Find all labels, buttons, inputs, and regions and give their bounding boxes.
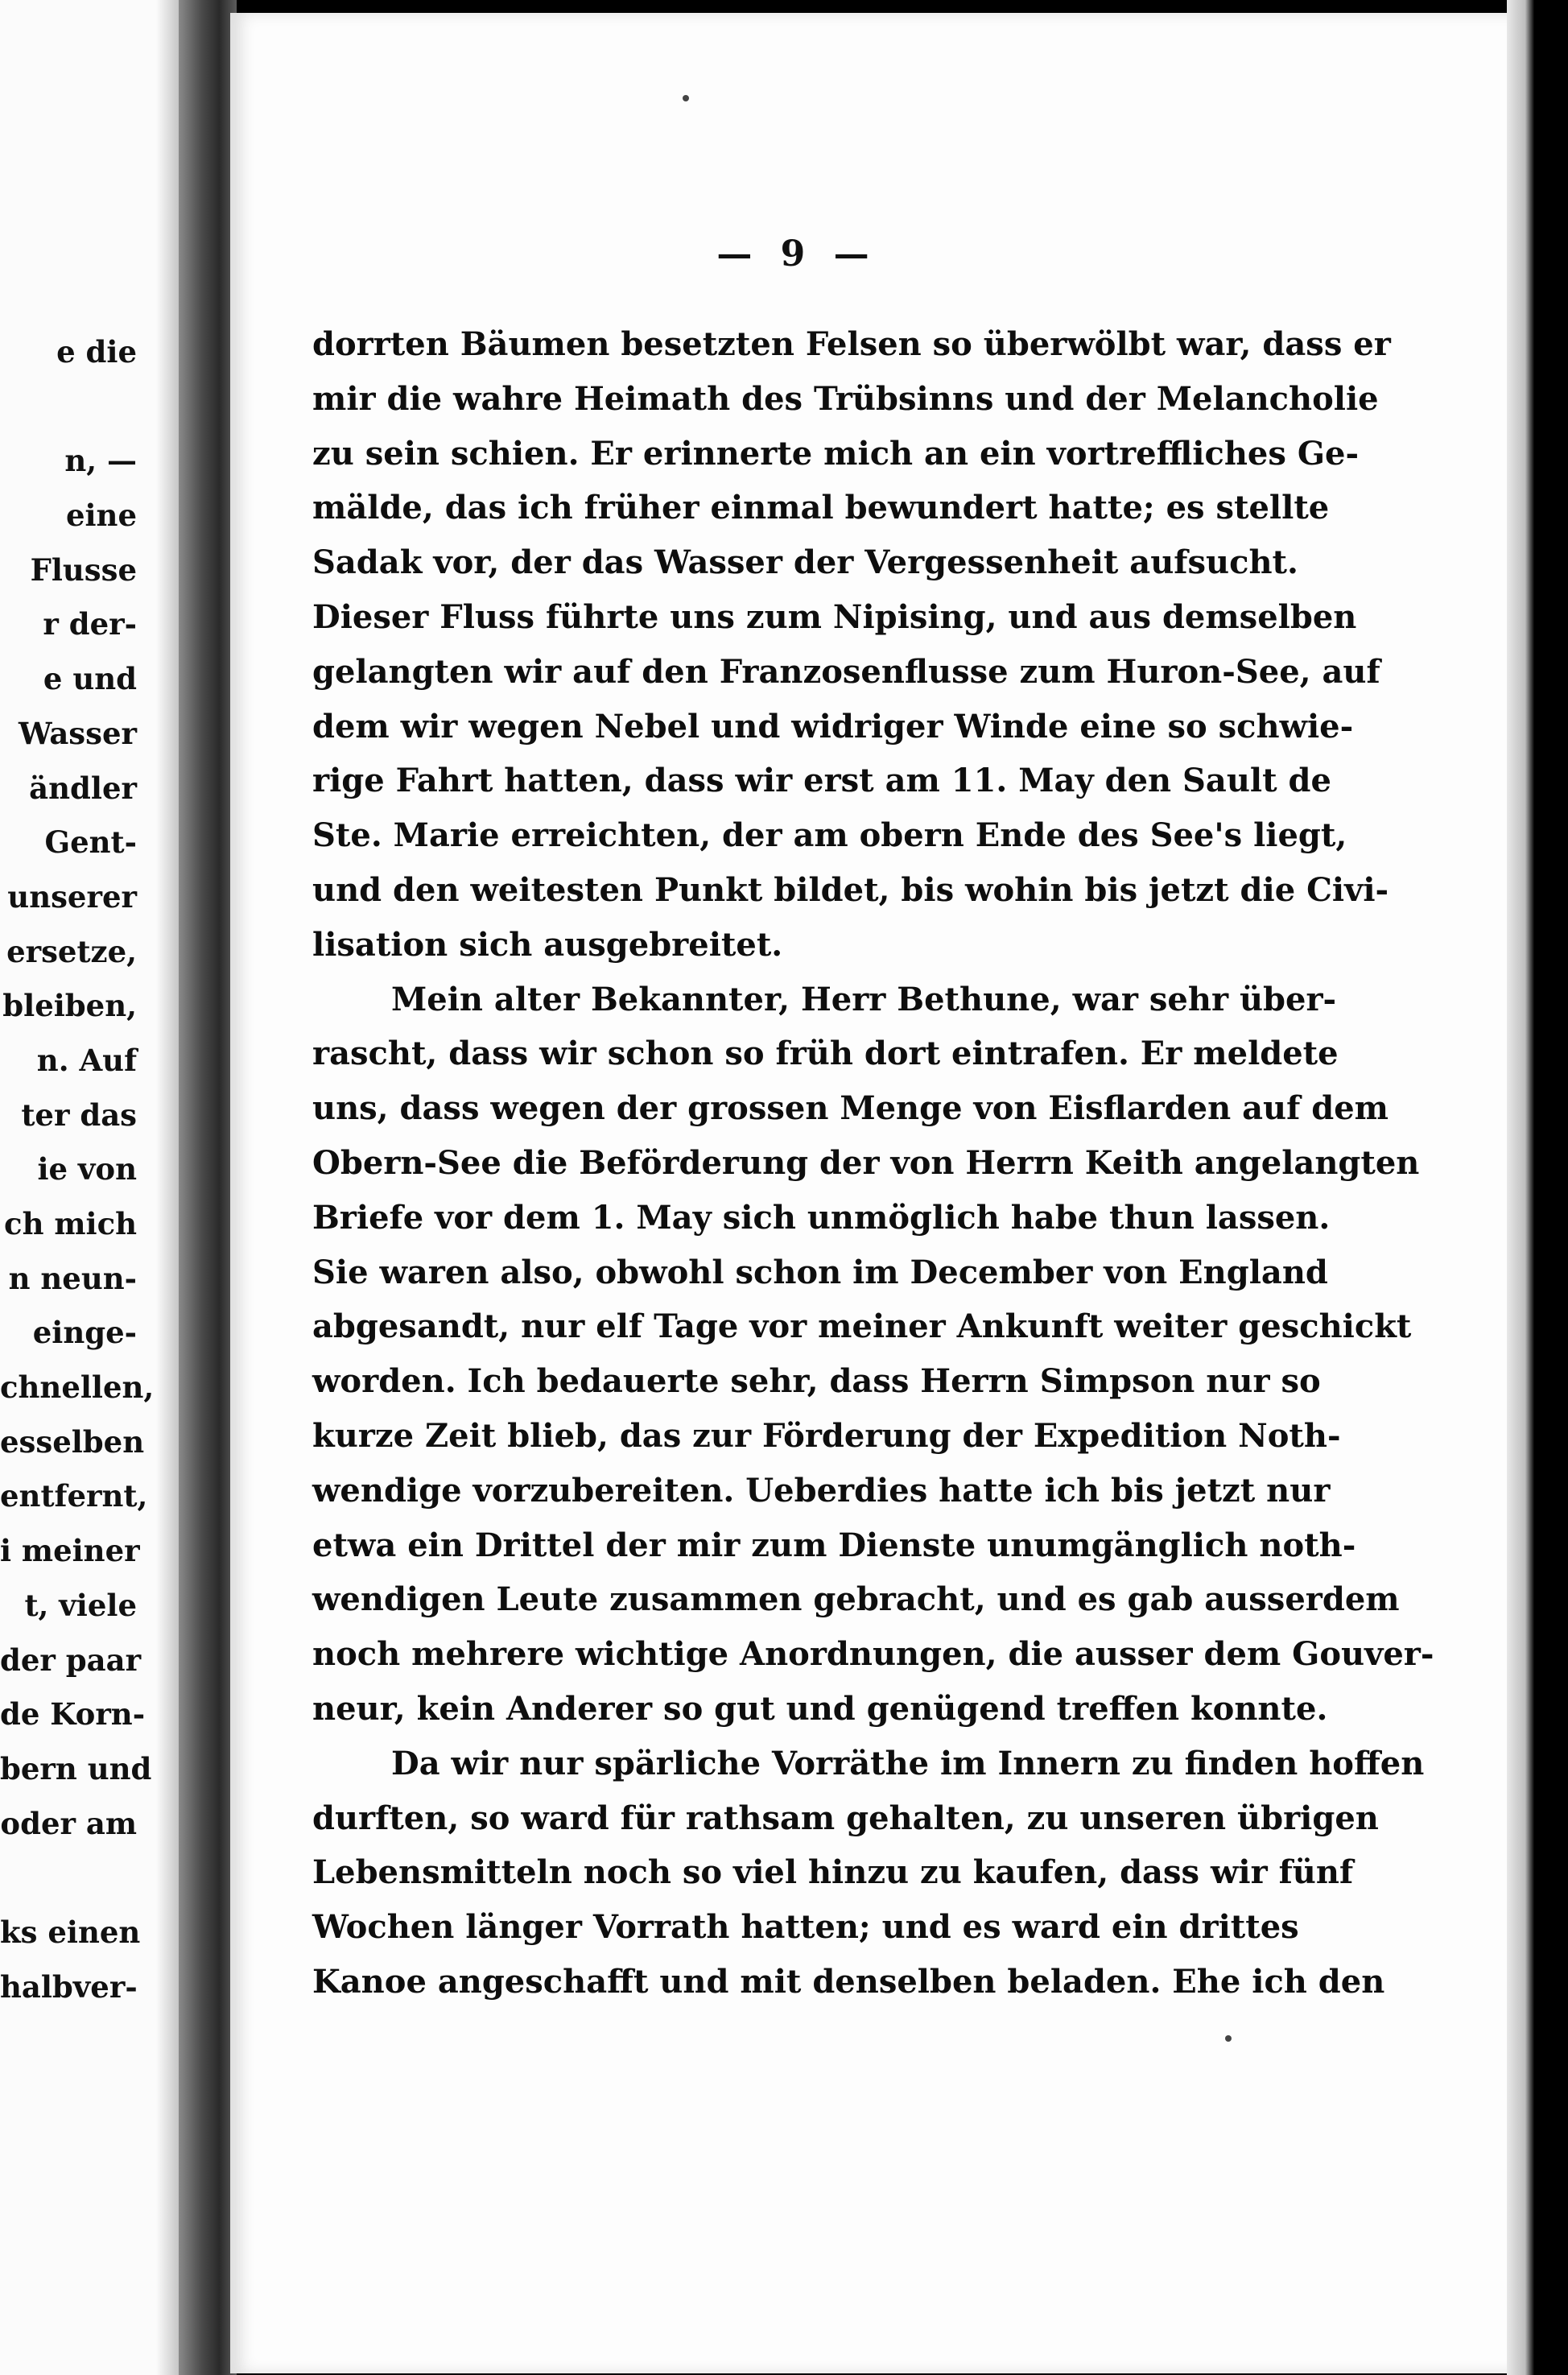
page-number: — 9 —	[716, 233, 877, 275]
left-page-line: n neun-	[8, 1260, 137, 1296]
text-line: Wochen länger Vorrath hatten; und es ward ein drittes	[312, 1908, 1299, 1947]
text-line: Da wir nur spärliche Vorräthe im Innern zu finden hoffen	[391, 1744, 1425, 1782]
left-page-line: bern und	[0, 1750, 152, 1786]
text-line: wendige vorzubereiten. Ueberdies hatte ich bis jetzt nur	[312, 1471, 1331, 1510]
text-line: Dieser Fluss führte uns zum Nipising, und aus demselben	[312, 597, 1357, 636]
left-page-line: e die	[56, 334, 137, 370]
left-page-line	[0, 380, 137, 435]
text-line: dorrten Bäumen besetzten Felsen so überwölbt war, dass er	[312, 325, 1391, 363]
text-line: Kanoe angeschafft und mit denselben beladen. Ehe ich den	[312, 1962, 1385, 2001]
text-line: abgesandt, nur elf Tage vor meiner Ankunft weiter geschickt	[312, 1307, 1412, 1346]
left-page-line: der paar	[0, 1642, 142, 1678]
left-page-line: einge-	[32, 1315, 137, 1351]
left-page-line: i meiner	[0, 1533, 140, 1569]
left-page-line	[0, 1851, 137, 1906]
text-line: Sie waren also, obwohl schon im December von England	[312, 1253, 1328, 1291]
left-page-line: t, viele	[24, 1587, 137, 1623]
text-line: Briefe vor dem 1. May sich unmöglich habe thun lassen.	[312, 1198, 1331, 1237]
left-page-line: unserer	[7, 878, 137, 915]
page-edge	[1507, 0, 1568, 2375]
left-page-line: Wasser	[18, 715, 137, 751]
text-line: und den weitesten Punkt bildet, bis wohin bis jetzt die Civi-	[312, 870, 1389, 909]
left-page-line: de Korn-	[0, 1696, 146, 1733]
text-line: zu sein schien. Er erinnerte mich an ein vortreffliches Ge-	[312, 434, 1360, 473]
left-facing-page	[0, 0, 187, 2375]
text-line: mälde, das ich früher einmal bewundert hatte; es stellte	[312, 489, 1330, 527]
left-page-line: oder am	[0, 1805, 137, 1841]
left-page-line: r der-	[43, 606, 137, 642]
text-line: kurze Zeit blieb, das zur Förderung der Expedition Noth-	[312, 1416, 1341, 1455]
left-page-line: bleiben,	[2, 988, 137, 1024]
text-line: Lebensmitteln noch so viel hinzu zu kaufen, dass wir fünf	[312, 1853, 1354, 1892]
book-spine	[179, 0, 237, 2375]
left-page-line: ersetze,	[6, 933, 137, 969]
left-page-text	[0, 325, 155, 2014]
left-page-line: ie von	[37, 1151, 137, 1188]
left-page-line: n. Auf	[36, 1042, 137, 1078]
left-page-line: ch mich	[4, 1206, 137, 1241]
text-line: Mein alter Bekannter, Herr Bethune, war sehr über-	[391, 980, 1337, 1018]
left-page-line: Flusse	[30, 551, 137, 588]
text-line: Ste. Marie erreichten, der am obern Ende des See's liegt,	[312, 816, 1347, 855]
text-line: worden. Ich bedauerte sehr, dass Herrn Simpson nur so	[312, 1362, 1321, 1401]
text-line: neur, kein Anderer so gut und genügend treffen konnte.	[312, 1689, 1328, 1728]
left-page-line: n, —	[64, 443, 137, 479]
left-page-line: halbver-	[0, 1968, 138, 2005]
text-line: dem wir wegen Nebel und widriger Winde eine so schwie-	[312, 707, 1354, 746]
paper-speck	[683, 95, 689, 101]
text-line: rascht, dass wir schon so früh dort eintrafen. Er meldete	[312, 1035, 1339, 1073]
left-page-line: chnellen,	[0, 1369, 155, 1406]
left-page-line: entfernt,	[0, 1478, 148, 1514]
text-line: mir die wahre Heimath des Trübsinns und der Melancholie	[312, 379, 1379, 418]
left-page-line: esselben	[0, 1423, 145, 1460]
left-page-line: ter das	[21, 1097, 137, 1133]
text-line: Sadak vor, der das Wasser der Vergessenheit aufsucht.	[312, 543, 1298, 582]
left-page-line: ks einen	[0, 1914, 141, 1950]
left-page-line: eine	[65, 498, 137, 534]
body-text	[312, 317, 1434, 2009]
left-page-line: Gent-	[44, 824, 137, 861]
text-line: etwa ein Drittel der mir zum Dienste unumgänglich noth-	[312, 1526, 1356, 1564]
text-line: durften, so ward für rathsam gehalten, zu unseren übrigen	[312, 1799, 1379, 1837]
text-line: gelangten wir auf den Franzosenflusse zum Huron-See, auf	[312, 652, 1380, 691]
text-line: noch mehrere wichtige Anordnungen, die ausser dem Gouver-	[312, 1635, 1434, 1674]
left-page-line: e und	[43, 661, 137, 697]
paper-speck	[1225, 2035, 1232, 2042]
text-line: wendigen Leute zusammen gebracht, und es gab ausserdem	[312, 1580, 1400, 1619]
text-line: Obern-See die Beförderung der von Herrn Keith angelangten	[312, 1143, 1420, 1182]
text-line: lisation sich ausgebreitet.	[312, 925, 783, 964]
text-line: uns, dass wegen der grossen Menge von Eisflarden auf dem	[312, 1089, 1389, 1128]
left-page-line: ändler	[29, 770, 137, 806]
text-line: rige Fahrt hatten, dass wir erst am 11. May den Sault de	[312, 762, 1331, 800]
